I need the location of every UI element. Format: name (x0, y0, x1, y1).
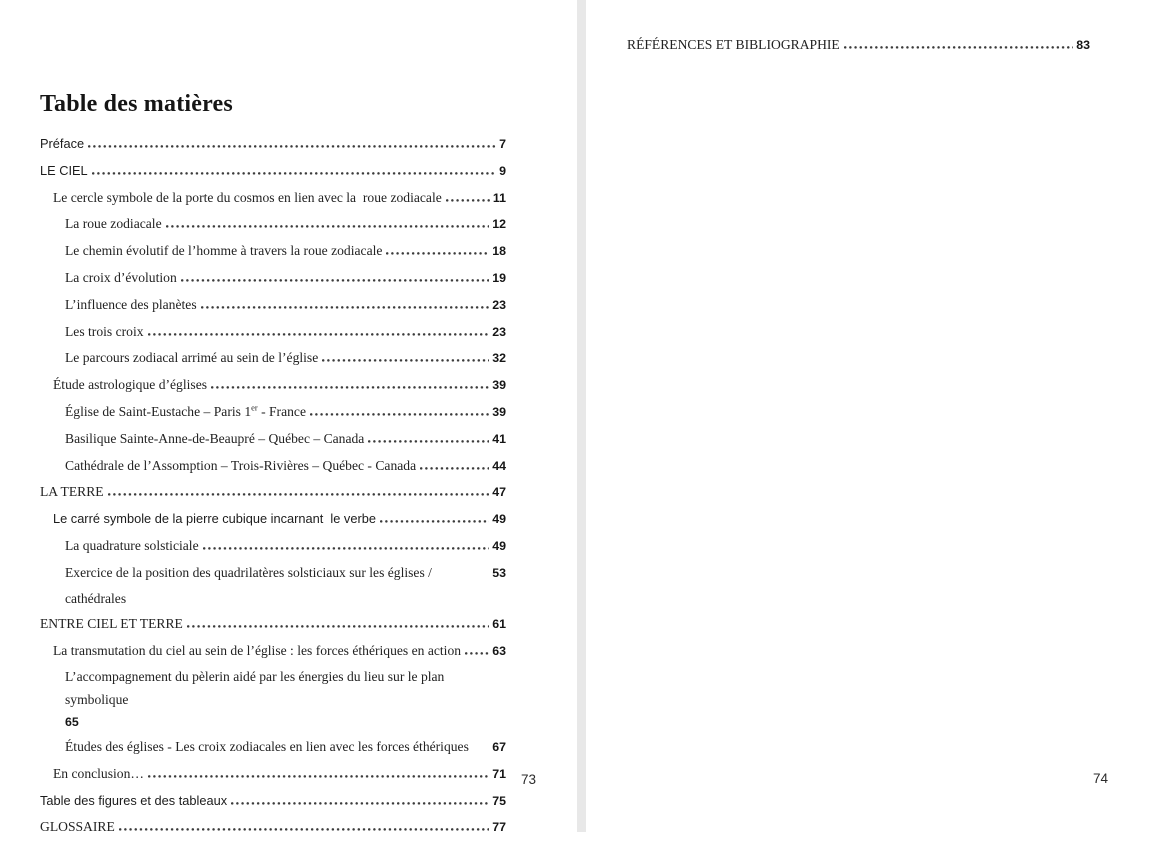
toc-title: Table des matières (40, 91, 233, 117)
toc-entry-label: LE CIEL (40, 162, 88, 178)
toc-entry-label: Basilique Sainte-Anne-de-Beaupré – Québec – Canada (65, 430, 365, 446)
toc-entry-label: Église de Saint-Eustache – Paris 1er - France (65, 402, 306, 419)
toc-entry[interactable] (40, 131, 506, 158)
page-number-left: 73 (520, 772, 536, 787)
toc-entry-references[interactable] (627, 32, 1090, 59)
toc-entry-page: 7 (499, 137, 506, 151)
toc-entry[interactable] (40, 238, 506, 265)
dot-leader (119, 828, 489, 831)
toc-entry[interactable] (40, 426, 506, 453)
toc-entry-page: 9 (499, 163, 506, 178)
toc-entry[interactable] (40, 372, 506, 399)
toc-list (40, 131, 506, 841)
toc-entry-label: GLOSSAIRE (40, 819, 115, 835)
dot-leader (203, 547, 490, 550)
page-gutter (577, 0, 586, 832)
toc-entry-page: 23 (492, 297, 506, 312)
toc-entry[interactable] (40, 399, 506, 426)
dot-leader (473, 748, 489, 751)
page-right (586, 0, 1158, 832)
toc-entry-page: 75 (492, 793, 506, 808)
dot-leader (201, 306, 490, 309)
dot-leader (420, 467, 489, 470)
dot-leader (310, 413, 489, 416)
dot-leader (88, 145, 496, 148)
toc-entry[interactable] (40, 638, 506, 665)
toc-entry-page: 44 (492, 458, 506, 473)
dot-leader (231, 802, 489, 805)
dot-leader (446, 199, 490, 202)
toc-entry-label: LA TERRE (40, 484, 104, 500)
toc-entry-label: L’influence des planètes (65, 296, 197, 312)
toc-entry[interactable] (40, 788, 506, 815)
toc-entry[interactable] (40, 611, 506, 638)
toc-entry-label: Les trois croix (65, 323, 144, 339)
toc-entry[interactable] (40, 533, 506, 560)
toc-entry-label: RÉFÉRENCES ET BIBLIOGRAPHIE (627, 37, 840, 52)
toc-entry-page: 71 (492, 766, 506, 781)
toc-entry-page: 32 (492, 351, 506, 366)
toc-entry[interactable] (40, 265, 506, 292)
toc-entry-label: Le parcours zodiacal arrimé au sein de l’église (65, 350, 319, 366)
toc-entry-label: Cathédrale de l’Assomption – Trois-Rivières – Québec - Canada (65, 457, 417, 473)
toc-entry-label: Table des figures et des tableaux (40, 792, 228, 808)
toc-entry[interactable] (40, 211, 506, 238)
toc-entry[interactable] (40, 185, 506, 212)
toc-entry-label: Le chemin évolutif de l’homme à travers la roue zodiacale (65, 243, 383, 259)
toc-entry-label: En conclusion… (53, 765, 144, 781)
toc-entry[interactable] (40, 814, 506, 841)
toc-entry-page: 19 (492, 270, 506, 285)
dot-leader (465, 652, 489, 655)
toc-entry-label: Exercice de la position des quadrilatères solsticiaux sur les églises / cathédrales (65, 564, 436, 606)
toc-entry-label: Étude astrologique d’églises (53, 377, 208, 393)
dot-leader (187, 625, 489, 628)
dot-leader (148, 333, 490, 336)
toc-entry[interactable] (40, 665, 506, 734)
dot-leader (386, 252, 489, 255)
toc-entry-page: 39 (492, 378, 506, 393)
dot-leader (148, 775, 489, 778)
toc-entry-label: Études des églises - Les croix zodiacales en lien avec les forces éthériques (65, 738, 469, 754)
dot-leader (481, 574, 489, 577)
toc-entry-page: 67 (492, 739, 506, 754)
toc-entry[interactable] (40, 345, 506, 372)
toc-entry-page: 49 (492, 538, 506, 553)
toc-entry-page: 77 (492, 820, 506, 835)
dot-leader (92, 172, 496, 175)
toc-entry-page: 65 (65, 714, 79, 729)
toc-entry[interactable] (40, 560, 506, 612)
toc-entry-label: La transmutation du ciel au sein de l’église : les forces éthériques en action (53, 643, 462, 659)
toc-entry-page: 23 (492, 324, 506, 339)
toc-entry-page: 83 (1076, 38, 1090, 52)
toc-entry[interactable] (40, 479, 506, 506)
toc-entry-page: 61 (492, 617, 506, 632)
toc-entry[interactable] (40, 453, 506, 480)
dot-leader (108, 493, 490, 496)
dot-leader (322, 359, 489, 362)
page-left (0, 0, 577, 835)
toc-entry-label: La croix d’évolution (65, 269, 177, 285)
toc-entry-label: L’accompagnement du pèlerin aidé par les énergies du lieu sur le plan symbolique (65, 668, 448, 707)
dot-leader (380, 520, 489, 523)
toc-entry[interactable] (40, 761, 506, 788)
toc-entry-label: Préface (40, 136, 85, 151)
toc-entry-page: 49 (492, 512, 506, 527)
toc-entry-page: 11 (492, 190, 506, 205)
toc-entry-label: Le carré symbole de la pierre cubique incarnant le verbe (53, 511, 376, 527)
dot-leader (166, 225, 490, 228)
dot-leader (181, 279, 489, 282)
toc-entry-label: Le cercle symbole de la porte du cosmos en lien avec la roue zodiacale (53, 189, 442, 205)
toc-entry[interactable] (40, 734, 506, 761)
toc-entry-page: 18 (492, 244, 506, 259)
dot-leader (368, 440, 489, 443)
toc-entry-page: 41 (492, 431, 506, 446)
toc-entry-page: 39 (492, 404, 506, 419)
toc-entry-label: ENTRE CIEL ET TERRE (40, 616, 183, 632)
toc-entry[interactable] (40, 319, 506, 346)
dot-leader (211, 386, 489, 389)
toc-entry-label: La quadrature solsticiale (65, 537, 199, 553)
toc-entry-label: La roue zodiacale (65, 216, 162, 232)
page-number-right: 74 (1092, 771, 1108, 786)
toc-entry[interactable] (40, 292, 506, 319)
toc-entry[interactable] (40, 158, 506, 185)
toc-entry-page: 63 (492, 644, 506, 659)
toc-entry-page: 12 (492, 217, 506, 232)
toc-entry[interactable] (40, 506, 506, 533)
toc-entry-page: 53 (492, 565, 506, 580)
dot-leader (844, 46, 1073, 49)
toc-entry-page: 47 (492, 485, 506, 500)
